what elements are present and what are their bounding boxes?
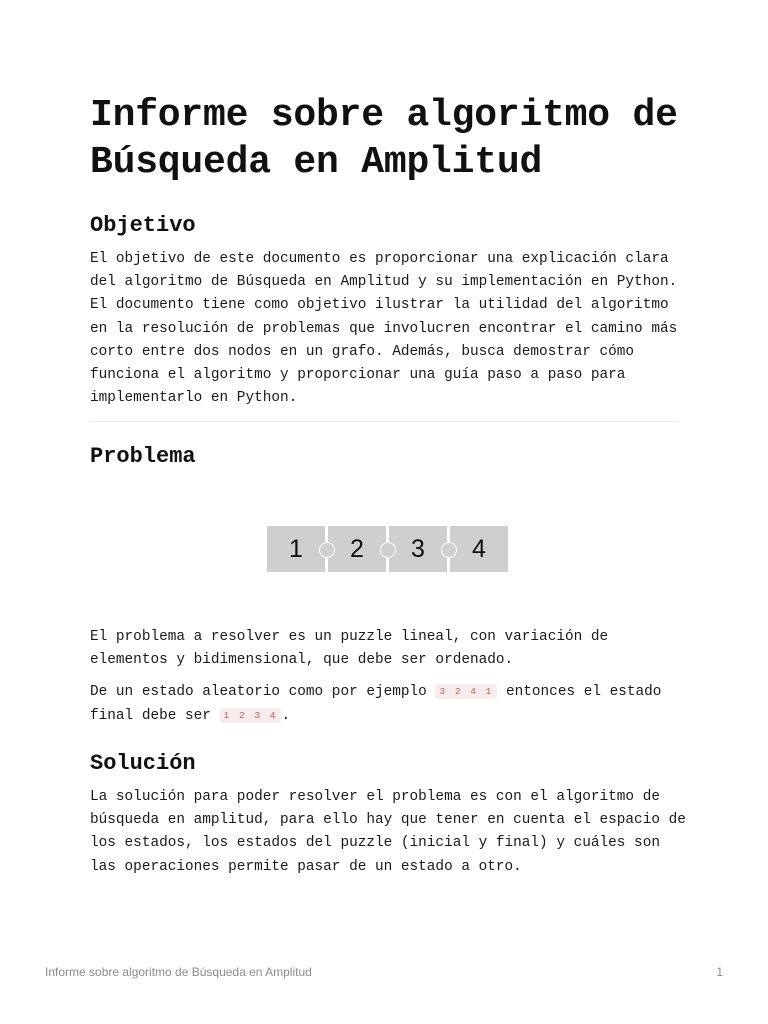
problema-text-suffix: . [281,708,291,725]
puzzle-tile-label: 1 [289,534,303,563]
solucion-paragraph: La solución para poder resolver el problema es con el algoritmo de búsqueda en amplitud, para ello hay que tener en cuenta el espacio de los estados, los estados del puzzle (inicial y final) y cuáles son las operaciones permite pasar de un estado a otro. [90,789,686,875]
puzzle-tile-label: 4 [472,534,486,563]
puzzle-connector [380,542,396,558]
problema-heading: Problema [90,444,196,469]
problema-paragraph-1: El problema a resolver es un puzzle lineal, con variación de elementos y bidimensional, que debe ser ordenado. [90,629,609,669]
footer-title: Informe sobre algoritmo de Búsqueda en Amplitud [45,965,312,979]
final-state-code: 1 2 3 4 [220,708,282,723]
document-title: Informe sobre algoritmo de Búsqueda en Amplitud [90,94,678,184]
footer-page-number: 1 [716,965,723,979]
puzzle-tile [328,526,386,572]
puzzle-image [267,526,508,572]
problema-paragraph-2 [90,680,690,728]
example-state-code: 3 2 4 1 [435,684,497,699]
puzzle-tile [267,526,325,572]
problema-text-prefix: De un estado aleatorio como por ejemplo [90,684,427,700]
puzzle-tile [389,526,447,572]
objetivo-paragraph: El objetivo de este documento es proporcionar una explicación clara del algoritmo de Búsqueda en Amplitud y su implementación en Python. El documento tiene como objetivo ilustrar la utilidad del algoritmo en la resolución de problemas que involucren encontrar el camino más corto entre dos nodos en un grafo. Además, busca demostrar cómo funciona el algoritmo y proporcionar una guía paso a paso para implementarlo en Python. [90,251,678,407]
solucion-heading: Solución [90,751,196,776]
puzzle-tile-label: 2 [350,534,364,563]
puzzle-connector [319,542,335,558]
puzzle-tile-label: 3 [411,534,425,563]
problema-text-middle: entonces el estado final debe ser [90,684,662,725]
puzzle-tile [450,526,508,572]
puzzle-connector [441,542,457,558]
objetivo-heading: Objetivo [90,213,196,238]
section-divider [90,421,678,422]
